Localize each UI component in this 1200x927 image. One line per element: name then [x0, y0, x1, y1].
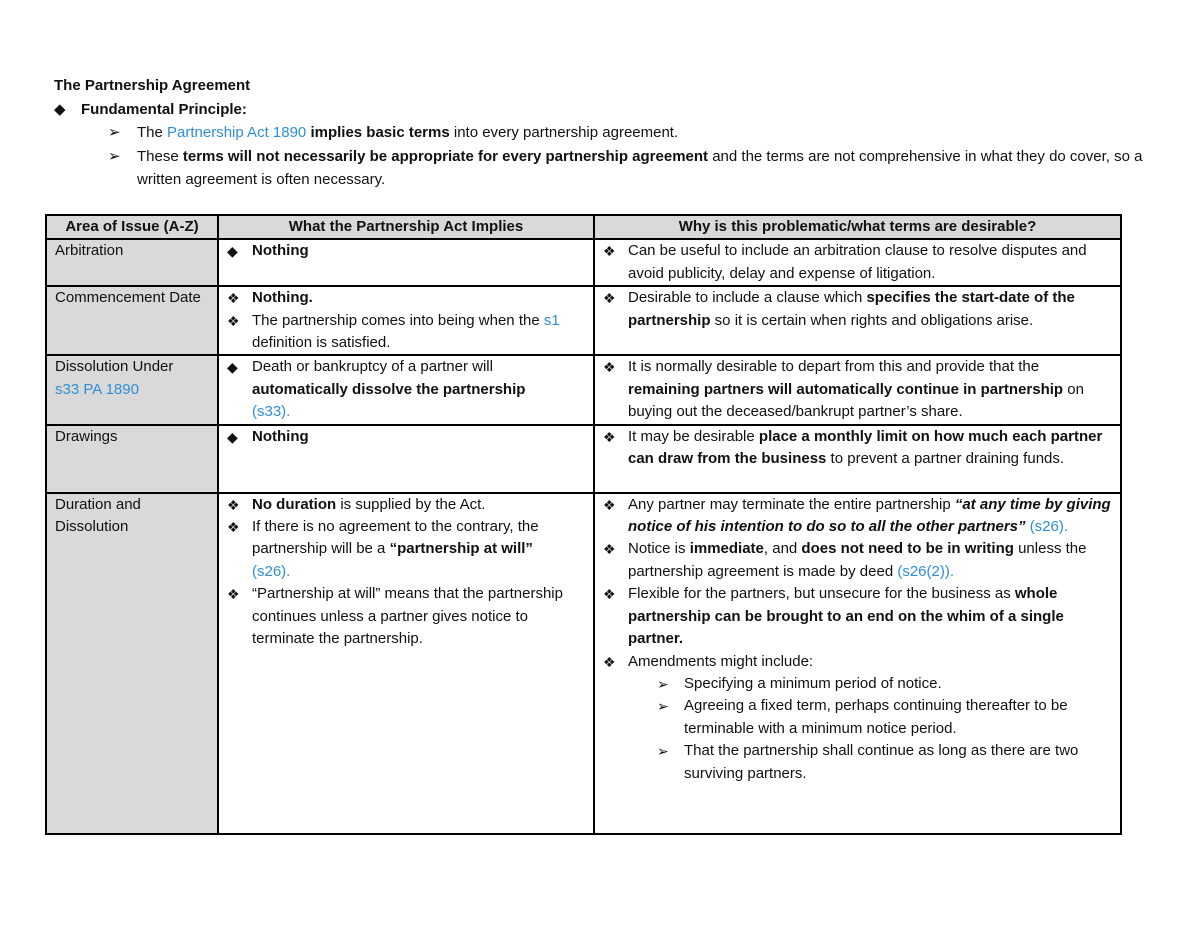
text: The — [137, 124, 168, 141]
principle-point-2 — [54, 145, 1164, 192]
text: unless the partnership agreement is made by deed — [628, 540, 1087, 580]
diamond-bullet-icon: ❖ — [603, 496, 616, 513]
text: That the partnership shall continue as long as there are two surviving partners. — [684, 742, 1079, 782]
arrow-bullet-icon: ➢ — [657, 698, 669, 715]
text: Specifying a minimum period of notice. — [684, 674, 942, 692]
diamond-bullet-icon: ❖ — [603, 243, 616, 260]
header-problem: Why is this problematic/what terms are desirable? — [594, 215, 1121, 239]
intro-section — [54, 74, 1164, 192]
text-bold: implies basic terms — [306, 124, 450, 141]
principle-point-1 — [54, 121, 1164, 145]
table-row-dissolution — [46, 355, 1121, 424]
text: Dissolution Under — [55, 358, 174, 376]
text: These — [137, 147, 183, 165]
text: Agreeing a fixed term, perhaps continuing thereafter to be terminable with a minimum notice period. — [684, 697, 1068, 737]
diamond-bullet-icon: ❖ — [603, 541, 616, 558]
text-bold: does not need to be in writing — [801, 540, 1014, 558]
text: into every partnership agreement. — [449, 124, 679, 141]
text: Nothing — [252, 242, 309, 260]
text: Any partner may terminate the entire partnership — [628, 495, 955, 513]
area-cell: Duration and Dissolution — [46, 493, 218, 834]
text: It is normally desirable to depart from this and provide that the — [628, 358, 1040, 376]
text-bold: immediate — [689, 540, 764, 558]
diamond-bullet-icon: ❖ — [227, 586, 240, 603]
s26-2-link[interactable]: (s26(2)). — [897, 562, 955, 580]
fundamental-principle — [54, 98, 1164, 122]
diamond-bullet-icon: ❖ — [227, 496, 240, 513]
text: Can be useful to include an arbitration clause to resolve disputes and avoid publicity, delay and expense of litigation. — [628, 242, 1087, 282]
implies-cell — [218, 239, 594, 286]
text: If there is no agreement to the contrary, the partnership will be a — [252, 518, 539, 558]
table-row-arbitration — [46, 239, 1121, 286]
filled-diamond-bullet-icon: ◆ — [227, 243, 238, 260]
partnership-terms-table — [45, 214, 1122, 835]
text: Nothing. — [252, 289, 313, 307]
text-bold: specifies the start-date of the partnership — [628, 289, 1075, 329]
text: The partnership comes into being when the — [252, 311, 544, 329]
implies-cell — [218, 425, 594, 493]
diamond-bullet-icon: ❖ — [603, 586, 616, 603]
text: on buying out the deceased/bankrupt partner’s share. — [628, 380, 1084, 421]
s33-ref-link[interactable]: (s33). — [252, 403, 291, 421]
text: Amendments might include: — [628, 652, 814, 670]
text: Nothing — [252, 427, 309, 445]
problem-cell — [594, 239, 1121, 286]
text-bold: automatically dissolve the partnership — [252, 380, 526, 398]
arrow-bullet-icon: ➢ — [108, 124, 121, 141]
text-bold: No duration — [252, 495, 337, 513]
diamond-bullet-icon: ❖ — [603, 428, 616, 445]
implies-cell — [218, 493, 594, 834]
diamond-bullet-icon: ❖ — [227, 290, 240, 307]
problem-cell — [594, 493, 1121, 834]
table-row-commencement — [46, 286, 1121, 355]
header-implies: What the Partnership Act Implies — [218, 215, 594, 239]
s26-link[interactable]: (s26). — [252, 562, 291, 580]
table-header-row — [46, 215, 1121, 239]
text: Flexible for the partners, but unsecure for the business as — [628, 585, 1015, 603]
table-row-duration — [46, 493, 1121, 834]
text: , and — [763, 540, 802, 558]
diamond-bullet-icon: ❖ — [603, 359, 616, 376]
text: definition is satisfied. — [252, 334, 391, 352]
text: to prevent a partner draining funds. — [826, 450, 1065, 468]
diamond-bullet-icon: ❖ — [603, 290, 616, 307]
text-bold: “partnership at will” — [389, 540, 533, 558]
area-cell — [46, 355, 218, 424]
text-bold: terms will not necessarily be appropriate for every partnership agreement — [182, 147, 709, 165]
text-bold: whole partnership can be brought to an end on the whim of a single partner. — [628, 585, 1064, 648]
text: is supplied by the Act. — [336, 495, 486, 513]
text-bold: remaining partners will automatically continue in partnership — [628, 380, 1064, 398]
area-cell: Commencement Date — [46, 286, 218, 355]
s26-link[interactable]: (s26). — [1029, 518, 1069, 536]
text: Notice is — [628, 540, 690, 558]
problem-cell — [594, 425, 1121, 493]
diamond-bullet-icon: ❖ — [227, 519, 240, 536]
text: and the terms are not comprehensive in what they do cover, so a written agreement is often necessary. — [137, 147, 1143, 188]
header-area: Area of Issue (A-Z) — [46, 215, 218, 239]
arrow-bullet-icon: ➢ — [657, 675, 669, 692]
text: Death or bankruptcy of a partner will — [252, 358, 493, 376]
area-cell: Drawings — [46, 425, 218, 493]
text: “Partnership at will” means that the partnership continues unless a partner gives notice to terminate the partnership. — [252, 585, 563, 648]
filled-diamond-bullet-icon: ◆ — [227, 428, 238, 445]
problem-cell — [594, 355, 1121, 424]
text-bold-italic: “at any time by giving notice of his intention to do so to all the other partners” — [628, 495, 1111, 536]
arrow-bullet-icon: ➢ — [108, 147, 121, 165]
area-cell: Arbitration — [46, 239, 218, 286]
filled-diamond-bullet-icon: ◆ — [54, 100, 66, 118]
implies-cell — [218, 286, 594, 355]
partnership-act-link[interactable]: Partnership Act 1890 — [167, 124, 307, 141]
problem-cell — [594, 286, 1121, 355]
table-row-drawings — [46, 425, 1121, 493]
filled-diamond-bullet-icon: ◆ — [227, 359, 238, 376]
arrow-bullet-icon: ➢ — [657, 743, 669, 760]
s1-link[interactable]: s1 — [543, 311, 560, 329]
s33-link[interactable]: s33 PA 1890 — [55, 380, 139, 398]
text-bold: place a monthly limit on how much each partner can draw from the business — [628, 427, 1103, 468]
principle-label: Fundamental Principle: — [81, 100, 247, 118]
page-title: The Partnership Agreement — [54, 77, 251, 94]
text: It may be desirable — [628, 427, 759, 445]
implies-cell — [218, 355, 594, 424]
diamond-bullet-icon: ❖ — [603, 653, 616, 670]
text: Desirable to include a clause which — [628, 289, 867, 307]
text: so it is certain when rights and obligations arise. — [710, 311, 1034, 329]
diamond-bullet-icon: ❖ — [227, 312, 240, 329]
